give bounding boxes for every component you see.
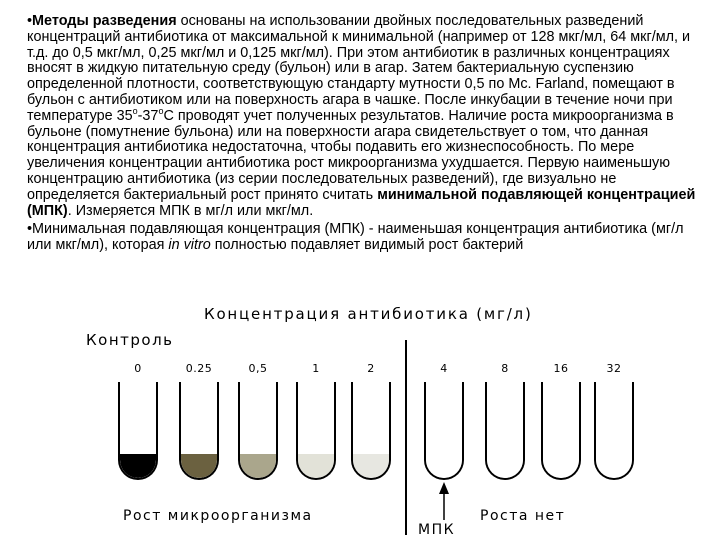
bullet: • [27, 13, 33, 29]
mic-term: минимальной подавляющей концентрацией (МПК) [27, 186, 696, 219]
concentration-label: 0,5 [248, 362, 268, 375]
concentration-label: 0 [134, 362, 142, 375]
concentration-label: 4 [440, 362, 448, 375]
degree-sign: о [132, 105, 138, 116]
concentration-label: 8 [501, 362, 509, 375]
paragraph-text: основаны на использовании двойных последовательных разведений концентраций антибиотика от максимальной к минимальной (например от 128 мкг/мл, 64 мкг/мл, и т.д. до 0,5 мкг/мл, 0,25 мкг/мл и 0,125 мкг/мл). При этом антибиотик в различных концентрациях вносят в жидкую питательную среду (бульон) или в агар. Затем бактериальную суспензию определенной плотности, соответствующую стандарту мутности 0,5 по Mc. Farland, помещают в бульон с антибиотиком или на поверхность агара в чашке. После инкубации в течение ночи при температуре 35 [27, 13, 691, 124]
control-label: Контроль [86, 331, 174, 349]
concentration-label: 1 [312, 362, 320, 375]
paragraph-text: Минимальная подавляющая концентрация (МПК) - наименьшая концентрация антибиотика (мг/л или мкг/мл), которая [27, 221, 684, 254]
paragraph-text: -37 [137, 107, 159, 124]
concentration-label: 32 [606, 362, 622, 375]
growth-label: Рост микроорганизма [123, 508, 313, 524]
paragraph-text: . Измеряется МПК в мг/л или мкг/мл. [67, 202, 314, 219]
no-growth-label: Роста нет [480, 508, 566, 524]
concentration-label: 16 [553, 362, 569, 375]
bullet: • [27, 221, 33, 238]
in-vitro-term: in vitro [168, 237, 211, 254]
mic-label: МПК [418, 522, 456, 538]
paragraph-text: полностью подавляет видимый рост бактерий [210, 237, 524, 254]
paragraph-text: С проводят учет полученных результатов. Наличие роста микроорганизма в бульоне (помутнение бульона) или на поверхности агара свидетельствует о том, что данная концентрация антибиотика недостаточна, чтобы подавить его жизнеспособность. По мере увеличения концентрации антибиотика рост микроорганизма ухудшается. Первую наименьшую концентрацию антибиотика (из серии последовательных разведений), где визуально не определяется бактериальный рост принято считать [27, 107, 674, 203]
degree-sign: о [158, 105, 164, 116]
concentration-label: 2 [367, 362, 375, 375]
figure-title: Концентрация антибиотика (мг/л) [204, 305, 533, 323]
concentration-label: 0.25 [185, 362, 213, 375]
lead-bold: Методы разведения [32, 13, 177, 29]
